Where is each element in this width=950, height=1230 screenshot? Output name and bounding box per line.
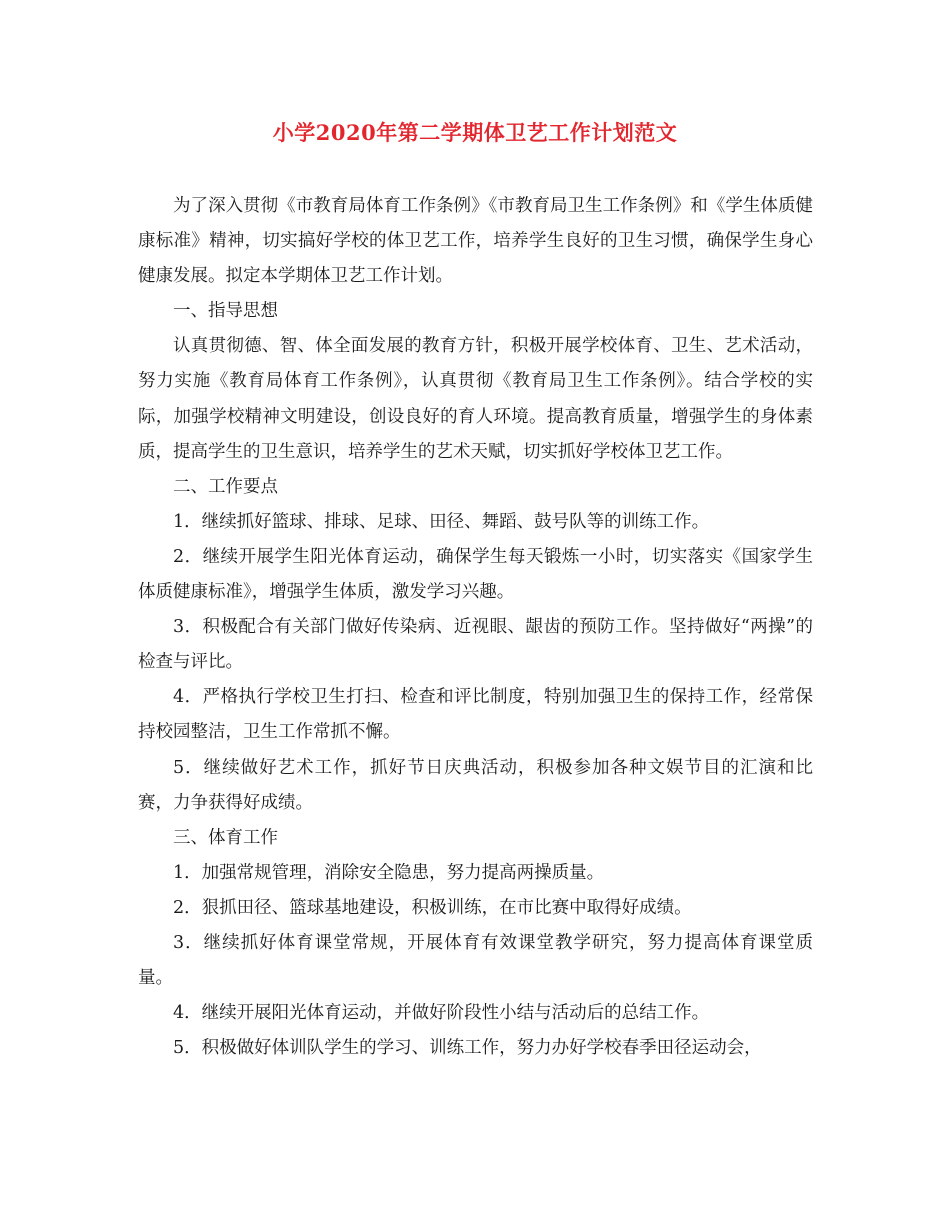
section-heading-pe-work: 三、体育工作 [173,827,278,848]
pe-work-item: 4．继续开展阳光体育运动，并做好阶段性小结与活动后的总结工作。 [173,1003,710,1024]
work-point-item: 3．积极配合有关部门做好传染病、近视眼、龈齿的预防工作。坚持做好“两操”的检查与评比。 [138,617,813,673]
pe-work-item: 5．积极做好体训队学生的学习、训练工作，努力办好学校春季田径运动会， [173,1038,762,1059]
section-heading-guiding-thought: 一、指导思想 [173,301,278,322]
section-heading-work-points: 二、工作要点 [173,476,278,497]
work-point-item: 4．严格执行学校卫生打扫、检查和评比制度，特别加强卫生的保持工作，经常保持校园整洁，卫生工作常抓不懈。 [138,687,813,743]
document-title: 小学2020年第二学期体卫艺工作计划范文 [272,120,678,145]
guiding-thought-paragraph: 认真贯彻德、智、体全面发展的教育方针，积极开展学校体育、卫生、艺术活动，努力实施《教育局体育工作条例》，认真贯彻《教育局卫生工作条例》。结合学校的实际，加强学校精神文明建设，创设良好的育人环境。提高教育质量，增强学生的身体素质，提高学生的卫生意识，培养学生的艺术天赋，切实抓好学校体卫艺工作。 [138,336,813,462]
pe-work-item: 1．加强常规管理，消除安全隐患，努力提高两操质量。 [173,862,605,883]
work-point-item: 1．继续抓好篮球、排球、足球、田径、舞蹈、鼓号队等的训练工作。 [173,511,710,532]
work-point-item: 2．继续开展学生阳光体育运动，确保学生每天锻炼一小时，切实落实《国家学生体质健康标准》，增强学生体质，激发学习兴趣。 [138,546,813,603]
pe-work-item: 2．狠抓田径、篮球基地建设，积极训练，在市比赛中取得好成绩。 [173,897,692,918]
pe-work-item: 3．继续抓好体育课堂常规，开展体育有效课堂教学研究，努力提高体育课堂质量。 [138,932,813,989]
work-point-item: 5．继续做好艺术工作，抓好节日庆典活动，积极参加各种文娱节目的汇演和比赛，力争获得好成绩。 [138,757,813,813]
document-body [138,189,813,1066]
intro-paragraph: 为了深入贯彻《市教育局体育工作条例》《市教育局卫生工作条例》和《学生体质健康标准》精神，切实搞好学校的体卫艺工作，培养学生良好的卫生习惯，确保学生身心健康发展。拟定本学期体卫艺工作计划。 [138,196,813,287]
